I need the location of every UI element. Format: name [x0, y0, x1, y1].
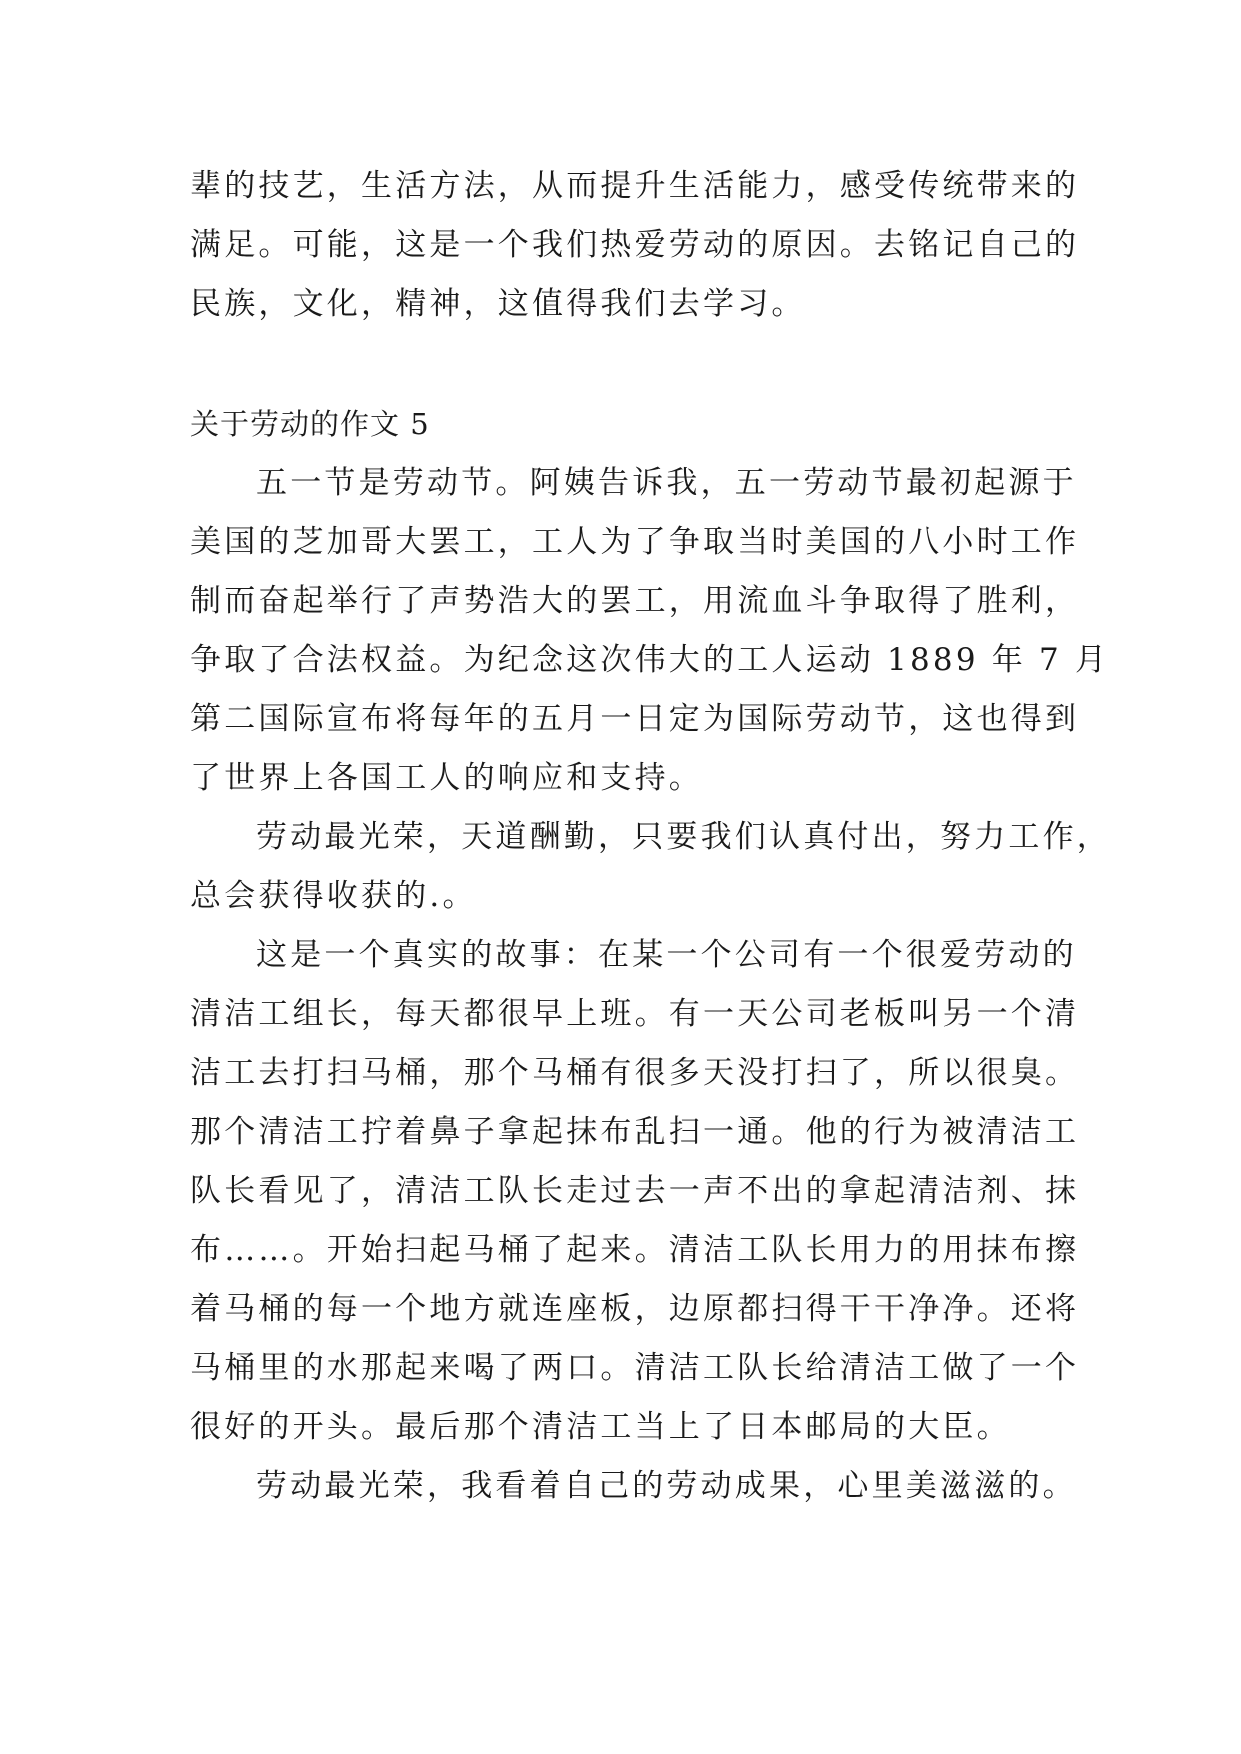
text-line: 第二国际宣布将每年的五月一日定为国际劳动节，这也得到 — [190, 701, 1080, 737]
text-line: 五一节是劳动节。阿姨告诉我，五一劳动节最初起源于 — [256, 465, 1077, 501]
text-line: 争取了合法权益。为纪念这次伟大的工人运动 1889 年 7 月 — [190, 642, 1110, 678]
text-line: 了世界上各国工人的响应和支持。 — [190, 760, 703, 796]
text-line: 总会获得收获的.。 — [190, 878, 477, 914]
text-line: 制而奋起举行了声势浩大的罢工，用流血斗争取得了胜利， — [190, 583, 1080, 619]
text-line: 着马桶的每一个地方就连座板，边原都扫得干干净净。还将 — [190, 1291, 1080, 1327]
text-line: 马桶里的水那起来喝了两口。清洁工队长给清洁工做了一个 — [190, 1350, 1080, 1386]
text-line: 民族，文化，精神，这值得我们去学习。 — [190, 286, 806, 322]
text-line: 劳动最光荣，天道酬勤，只要我们认真付出，努力工作， — [256, 819, 1111, 855]
text-line: 队长看见了，清洁工队长走过去一声不出的拿起清洁剂、抹 — [190, 1173, 1080, 1209]
text-line: 洁工去打扫马桶，那个马桶有很多天没打扫了，所以很臭。 — [190, 1055, 1080, 1091]
text-line: 清洁工组长，每天都很早上班。有一天公司老板叫另一个清 — [190, 996, 1080, 1032]
text-line: 劳动最光荣，我看着自己的劳动成果，心里美滋滋的。 — [256, 1468, 1077, 1504]
text-line: 辈的技艺，生活方法，从而提升生活能力，感受传统带来的 — [190, 168, 1080, 204]
text-line: 满足。可能，这是一个我们热爱劳动的原因。去铭记自己的 — [190, 227, 1080, 263]
text-line: 很好的开头。最后那个清洁工当上了日本邮局的大臣。 — [190, 1409, 1011, 1445]
text-line: 这是一个真实的故事：在某一个公司有一个很爱劳动的 — [256, 937, 1077, 973]
text-line: 布……。开始扫起马桶了起来。清洁工队长用力的用抹布擦 — [190, 1232, 1080, 1268]
section-title: 关于劳动的作文 5 — [190, 407, 430, 441]
text-line: 美国的芝加哥大罢工，工人为了争取当时美国的八小时工作 — [190, 524, 1080, 560]
text-line: 那个清洁工拧着鼻子拿起抹布乱扫一通。他的行为被清洁工 — [190, 1114, 1080, 1150]
